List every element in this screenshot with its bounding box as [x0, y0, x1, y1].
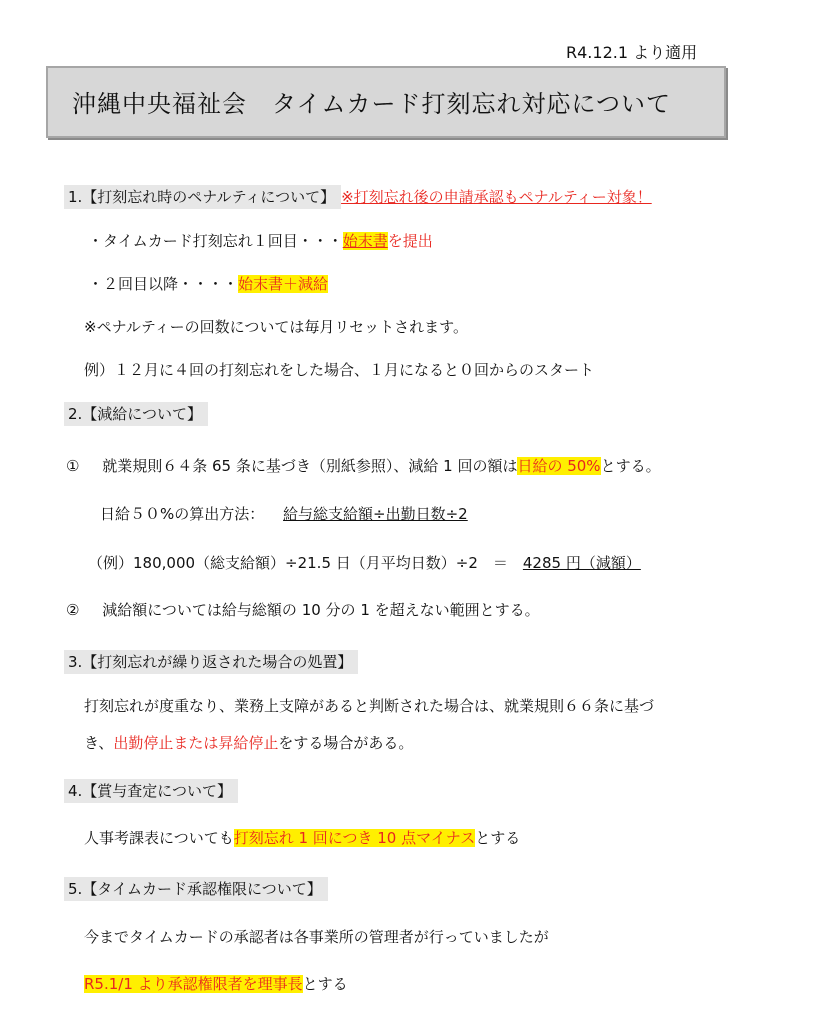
- section-1-heading: 1.【打刻忘れ時のペナルティについて】: [64, 185, 341, 209]
- section-1: [64, 186, 652, 207]
- item-number-1: ①: [66, 457, 80, 475]
- approval-suffix: とする: [302, 975, 348, 993]
- page-title: 沖縄中央福祉会 タイムカード打刻忘れ対応について: [72, 90, 672, 118]
- deduction-item-1-highlight: 日給の 50%: [517, 457, 601, 475]
- bonus-prefix: 人事考課表についても: [84, 829, 234, 847]
- reset-note: ※ペナルティーの回数については毎月リセットされます。: [84, 318, 468, 336]
- approval-highlight: R5.1/1 より承認権限者を理事長: [84, 975, 303, 993]
- deduction-item-1-suffix: とする。: [600, 457, 661, 475]
- bonus-text: [84, 827, 520, 848]
- repeat-line-2-prefix: き、: [84, 734, 114, 752]
- section-3: [64, 651, 358, 672]
- section-4: [64, 780, 238, 801]
- section-2-heading: 2.【減給について】: [64, 402, 208, 426]
- penalty-example: 例）１２月に４回の打刻忘れをした場合、１月になると０回からのスタート: [84, 361, 595, 379]
- section-4-heading: 4.【賞与査定について】: [64, 779, 238, 803]
- approval-line-2: [84, 973, 348, 994]
- repeat-line-2-suffix: をする場合がある。: [278, 734, 414, 752]
- penalty-note: ※打刻忘れ後の申請承認もペナルティー対象！: [341, 188, 652, 206]
- deduction-item-1: [66, 455, 661, 476]
- repeat-line-2: [84, 732, 413, 753]
- bonus-suffix: とする: [475, 829, 521, 847]
- penalty-item-1: [88, 230, 433, 251]
- section-2: [64, 403, 208, 424]
- bonus-highlight: 打刻忘れ 1 回につき 10 点マイナス: [233, 829, 476, 847]
- penalty-item-2-text: ・２回目以降・・・・: [88, 275, 239, 293]
- deduction-item-2: [66, 599, 540, 620]
- calc-method: [100, 503, 468, 524]
- calc-label: 日給５０%の算出方法：: [100, 505, 265, 523]
- suspension-text: 出勤停止または昇給停止: [113, 734, 279, 752]
- deduction-item-2-text: 減給額については給与総額の 10 分の 1 を超えない範囲とする。: [102, 601, 540, 619]
- item-number-2: ②: [66, 601, 80, 619]
- penalty-item-2: [88, 273, 328, 294]
- deduction-item-1-text: 就業規則６４条 65 条に基づき（別紙参照）、減給 1 回の額は: [102, 457, 518, 475]
- repeat-line-1: 打刻忘れが度重なり、業務上支障があると判断された場合は、就業規則６６条に基づ: [84, 697, 655, 715]
- penalty-item-2-highlight: 始末書＋減給: [238, 275, 329, 293]
- approval-line-1: 今までタイムカードの承認者は各事業所の管理者が行っていましたが: [84, 928, 549, 946]
- calc-formula: 給与総支給額÷出勤日数÷2: [283, 505, 468, 523]
- section-5: [64, 878, 328, 899]
- calc-example-text: （例）180,000（総支給額）÷21.5 日（月平均日数）÷2 ＝: [88, 554, 523, 572]
- calc-example-result: 4285 円（減額）: [522, 554, 641, 572]
- penalty-item-1-highlight: 始末書: [342, 232, 388, 250]
- section-3-heading: 3.【打刻忘れが繰り返された場合の処置】: [64, 650, 358, 674]
- section-5-heading: 5.【タイムカード承認権限について】: [64, 877, 328, 901]
- effective-date: R4.12.1 より適用: [566, 43, 698, 62]
- penalty-item-1-suffix: を提出: [387, 232, 433, 250]
- penalty-item-1-text: ・タイムカード打刻忘れ１回目・・・: [88, 232, 343, 250]
- calc-example: [88, 552, 641, 573]
